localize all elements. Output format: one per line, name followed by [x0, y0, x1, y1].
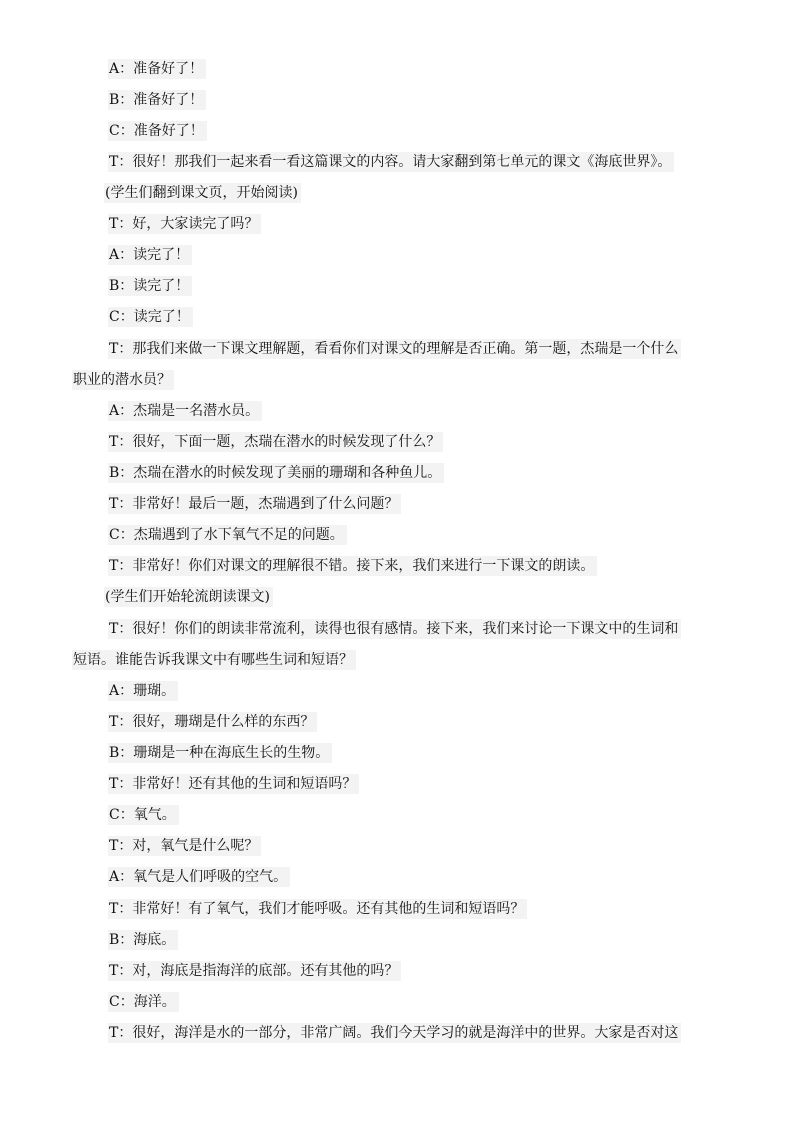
dialogue-line-continued: 职业的潜水员？ [72, 370, 174, 390]
dialogue-line: B：海底。 [108, 930, 178, 950]
dialogue-line: T：非常好！还有其他的生词和短语吗？ [108, 774, 359, 794]
dialogue-line: T：好，大家读完了吗？ [108, 214, 261, 234]
dialogue-line: T：对，氧气是什么呢？ [108, 836, 261, 856]
dialogue-line: T：很好，海洋是水的一部分，非常广阔。我们今天学习的就是海洋中的世界。大家是否对这 [108, 1023, 681, 1043]
dialogue-line: T：非常好！最后一题，杰瑞遇到了什么问题？ [108, 494, 401, 514]
dialogue-line: T：非常好！你们对课文的理解很不错。接下来，我们来进行一下课文的朗读。 [108, 556, 597, 576]
stage-direction: (学生们翻到课文页，开始阅读) [104, 183, 301, 203]
stage-direction: (学生们开始轮流朗读课文) [104, 587, 273, 607]
dialogue-line: T：很好，下面一题，杰瑞在潜水的时候发现了什么？ [108, 432, 443, 452]
dialogue-line: A：氧气是人们呼吸的空气。 [108, 867, 290, 887]
dialogue-line: A：珊瑚。 [108, 681, 178, 701]
dialogue-line: C：准备好了！ [108, 121, 207, 141]
dialogue-line: B：珊瑚是一种在海底生长的生物。 [108, 743, 332, 763]
dialogue-line: C：氧气。 [108, 805, 179, 825]
dialogue-line: T：很好！你们的朗读非常流利，读得也很有感情。接下来，我们来讨论一下课文中的生词和 [108, 619, 681, 639]
dialogue-line: A：杰瑞是一名潜水员。 [108, 401, 262, 421]
dialogue-line: T：非常好！有了氧气，我们才能呼吸。还有其他的生词和短语吗？ [108, 899, 527, 919]
dialogue-line: A：准备好了！ [108, 59, 206, 79]
dialogue-line: T：很好，珊瑚是什么样的东西？ [108, 712, 317, 732]
dialogue-line: B：准备好了！ [108, 90, 206, 110]
dialogue-line-continued: 短语。谁能告诉我课文中有哪些生词和短语？ [72, 650, 356, 670]
dialogue-line: C：杰瑞遇到了水下氧气不足的问题。 [108, 525, 347, 545]
dialogue-line: B：读完了！ [108, 276, 192, 296]
dialogue-line: B：杰瑞在潜水的时候发现了美丽的珊瑚和各种鱼儿。 [108, 463, 444, 483]
dialogue-line: C：读完了！ [108, 307, 193, 327]
dialogue-line: C：海洋。 [108, 992, 179, 1012]
dialogue-line: T：那我们来做一下课文理解题，看看你们对课文的理解是否正确。第一题，杰瑞是一个什么 [108, 339, 681, 359]
dialogue-line: T：很好！那我们一起来看一看这篇课文的内容。请大家翻到第七单元的课文《海底世界》。 [108, 152, 674, 172]
dialogue-line: T：对，海底是指海洋的底部。还有其他的吗？ [108, 961, 401, 981]
dialogue-line: A：读完了！ [108, 245, 192, 265]
